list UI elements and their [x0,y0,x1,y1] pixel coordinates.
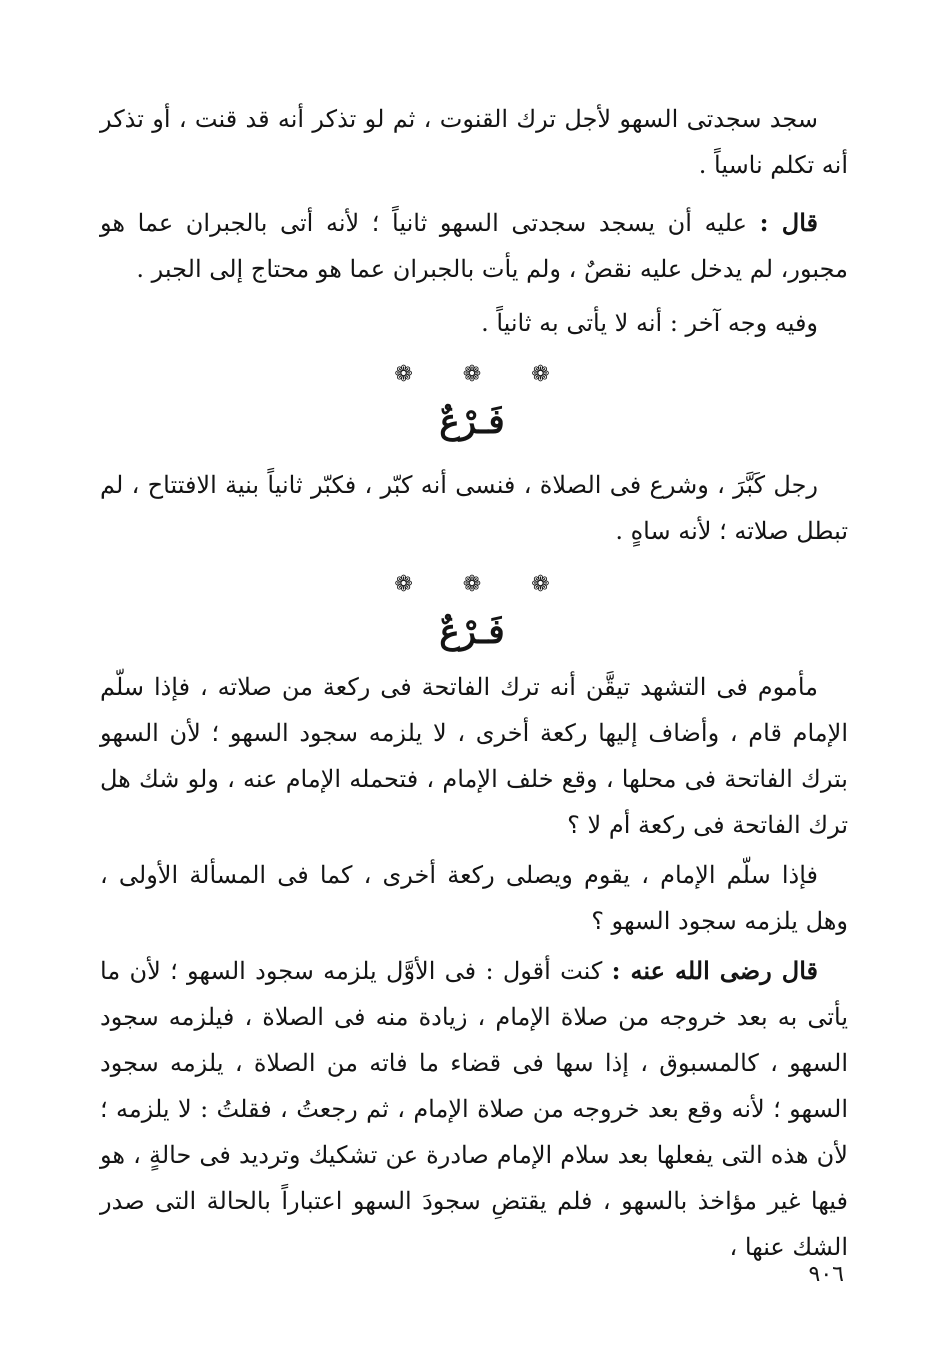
page-number: ٩٠٦ [808,1262,844,1287]
paragraph-6: فإذا سلّم الإمام ، يقوم ويصلى ركعة أخرى ، كما فى المسألة الأولى ، وهل يلزمه سجود السهو ؟ [100,861,848,935]
paragraph-7-text: كنت أقول : فى الأوَّل يلزمه سجود السهو ؛ لأن ما يأتى به بعد خروجه من صلاة الإمام ، زيادة منه فى الصلاة ، فيلزمه سجود السهو ، كالمسبوق ، إذا سها فى قضاء ما فاته من الصلاة ، يلزمه سجود السهو ؛ لأنه وقع بعد خروجه من صلاة الإمام ، ثم رجعتُ ، فقلتُ : لا يلزمه ؛ لأن هذه التى يفعلها بعد سلام الإمام صادرة عن تشكيك وترديد فى حالةٍ ، هو فيها غير مؤاخذ بالسهو ، فلم يقتضِ سجودَ السهو اعتباراً بالحالة التى صدر الشك عنها ، [100,957,848,1261]
paragraph-1-block [100,96,848,188]
ornament-star-icon: ❁ [394,362,413,387]
paragraph-6-block [100,852,848,944]
ornament-star-icon: ❁ [531,572,550,597]
paragraph-1: سجد سجدتى السهو لأجل ترك القنوت ، ثم لو تذكر أنه قد قنت ، أو تذكر أنه تكلم ناسياً . [100,105,848,179]
ornament-divider-1 [0,364,944,386]
section-heading-1: فَـرْعٌ [439,402,505,442]
ornament-star-icon: ❁ [462,572,482,597]
paragraph-2-text: عليه أن يسجد سجدتى السهو ثانياً ؛ لأنه أتى بالجبران عما هو مجبور، لم يدخل عليه نقصٌ ، ولم يأت بالجبران عما هو محتاج إلى الجبر . [100,209,848,283]
paragraph-5: مأموم فى التشهد تيقَّن أنه ترك الفاتحة فى ركعة من صلاته ، فإذا سلّم الإمام قام ، وأضاف إليها ركعة أخرى ، لا يلزمه سجود السهو ؛ لأن السهو بترك الفاتحة فى محلها ، وقع خلف الإمام ، فتحمله الإمام عنه ، ولو شك هل ترك الفاتحة فى ركعة أم لا ؟ [100,673,848,839]
paragraph-7-lead: قال رضى الله عنه : [611,956,819,985]
section-heading-2: فَـرْعٌ [439,612,505,652]
ornament-star-icon: ❁ [394,572,413,597]
paragraph-4: رجل كَبَّرَ ، وشرع فى الصلاة ، فنسى أنه كبّر ، فكبّر ثانياً بنية الافتتاح ، لم تبطل صلاته ؛ لأنه ساهٍ . [100,471,848,545]
paragraph-7 [100,948,848,1270]
ornament-star-icon: ❁ [462,362,482,387]
paragraph-2 [100,200,848,292]
paragraph-5-block [100,664,848,848]
ornament-divider-2 [0,574,944,596]
paragraph-7-block [100,948,848,1270]
paragraph-3: وفيه وجه آخر : أنه لا يأتى به ثانياً . [481,309,818,337]
ornament-star-icon: ❁ [531,362,550,387]
paragraph-3-block [100,300,848,346]
paragraph-4-block [100,462,848,554]
paragraph-2-block [100,200,848,292]
paragraph-2-lead: قال : [759,208,819,237]
